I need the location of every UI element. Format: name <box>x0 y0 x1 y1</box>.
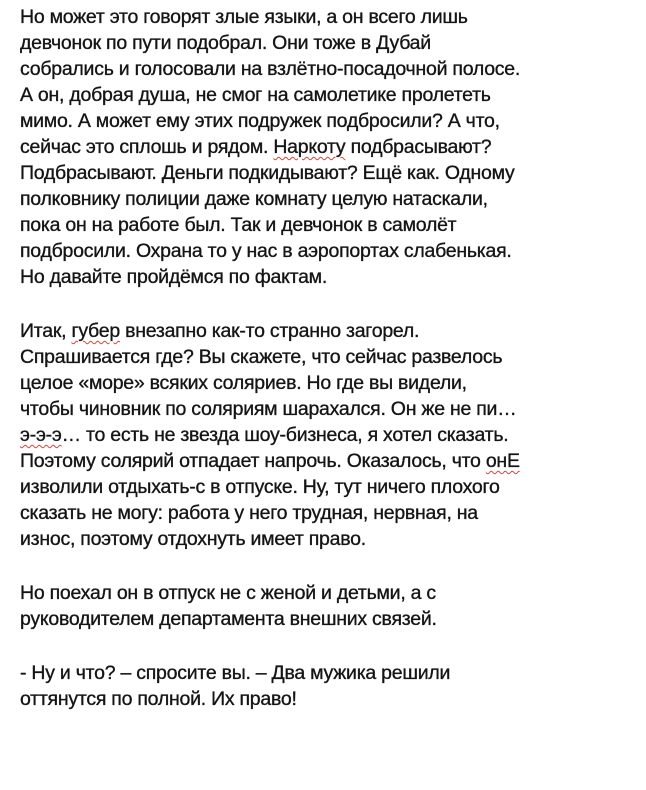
spellcheck-word[interactable]: э-э-э <box>20 424 62 446</box>
spellcheck-word[interactable]: онЕ <box>485 450 520 472</box>
text-line: Поэтому солярий отпадает напрочь. Оказалось, что онЕ <box>20 450 520 472</box>
paragraph <box>20 318 630 552</box>
text-line: Но может это говорят злые языки, а он всего лишь <box>20 6 468 28</box>
text-line: Итак, губер внезапно как-то странно загорел. <box>20 320 420 342</box>
text-line: Но поехал он в отпуск не с женой и детьми, а с <box>20 582 436 604</box>
text-line: - Ну и что? – спросите вы. – Два мужика решили <box>20 662 451 684</box>
paragraph <box>20 4 630 290</box>
text-line: А он, добрая душа, не смог на самолетике пролететь <box>20 84 491 106</box>
text-line: подбросили. Охрана то у нас в аэропортах слабенькая. <box>20 240 512 262</box>
text-line: девчонок по пути подобрал. Они тоже в Дубай <box>20 32 431 54</box>
text-line: мимо. А может ему этих подружек подбросили? А что, <box>20 110 500 132</box>
text-line: Спрашивается где? Вы скажете, что сейчас развелось <box>20 346 503 368</box>
text-line: пока он на работе был. Так и девчонок в самолёт <box>20 214 457 236</box>
text-line: сейчас это сплошь и рядом. Наркоту подбрасывают? <box>20 136 492 158</box>
spellcheck-word[interactable]: Наркоту <box>273 136 346 158</box>
text-line: целое «море» всяких соляриев. Но где вы видели, <box>20 372 467 394</box>
text-line: собрались и голосовали на взлётно-посадочной полосе. <box>20 58 521 80</box>
text-line: Подбрасывают. Деньги подкидывают? Ещё как. Одному <box>20 162 515 184</box>
text-line: изволили отдыхать-с в отпуске. Ну, тут ничего плохого <box>20 476 500 498</box>
text-line: сказать не могу: работа у него трудная, нервная, на <box>20 502 478 524</box>
text-line: износ, поэтому отдохнуть имеет право. <box>20 528 366 550</box>
text-line: Но давайте пройдёмся по фактам. <box>20 266 328 288</box>
paragraph <box>20 660 630 712</box>
article-body <box>20 4 630 712</box>
text-line: э-э-э… то есть не звезда шоу-бизнеса, я хотел сказать. <box>20 424 509 446</box>
text-line: полковнику полиции даже комнату целую натаскали, <box>20 188 488 210</box>
text-line: оттянутся по полной. Их право! <box>20 688 297 710</box>
paragraph <box>20 580 630 632</box>
text-line: чтобы чиновник по соляриям шарахался. Он же не пи… <box>20 398 517 420</box>
text-line: руководителем департамента внешних связей. <box>20 608 437 630</box>
spellcheck-word[interactable]: губер <box>71 320 120 342</box>
